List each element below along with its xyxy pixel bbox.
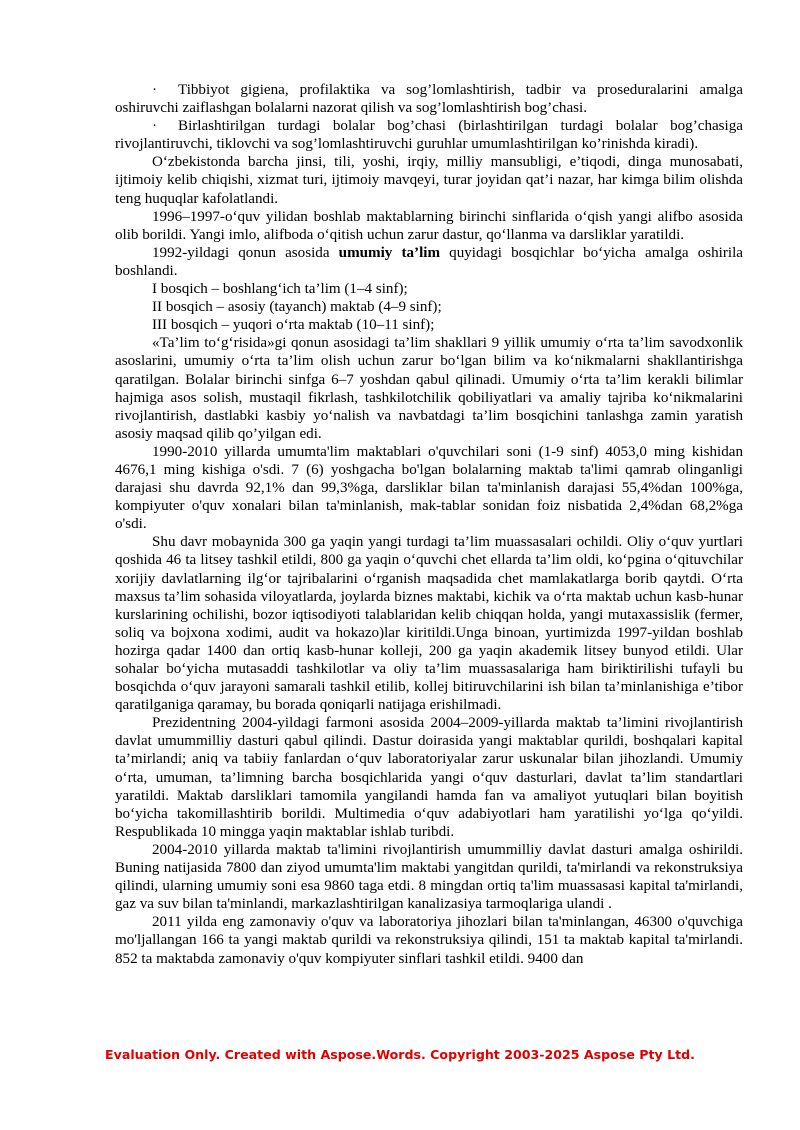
paragraph-new-institutions: Shu davr mobaynida 300 ga yaqin yangi turdagi ta’lim muassasalari ochildi. Oliy o‘quv yurtlari qoshida 46 ta litsey tashkil etildi, 800 ga yaqin o‘quvchi chet ellarda ta’lim oldi, ko‘pgina o‘qituvchilar xorijiy davlatlarning ilg‘or tajribalarini o‘rganish maqsadida chet mamlakatlarga borib qaytdi. O‘rta maxsus ta’lim sohasida viloyatlarda, joylarda biznes maktabi, kichik va o‘rta maktab uchun kasb-hunar kurslarining ochilishi, bozor iqtisodiyoti talablaridan kelib chiqqan holda, yangi mutaxassislik (fermer, soliq va bojxona xodimi, audit va hokazo)lar kiritildi.Unga binoan, yurtimizda 1997-yildan boshlab hozirga qadar 1400 dan ortiq kasb-hunar kolleji, 200 ga yaqin akademik litsey bunyod etildi. Ular sohalar bo‘yicha mutasaddi tashkilotlar va oliy ta’lim muassasalariga ham biriktirilishi tufayli bu bosqichda o‘quv jarayoni samarali tashkil etilib, kollej bitiruvchilarini ish bilan ta’minlanishiga e’tibor qaratilganiga qaramay, bu borada qoniqarli natijaga erishilmadi. (115, 534, 743, 714)
paragraph-text-end: quyidagi bosqichlar bo‘yicha amalga oshirila boshlandi. (115, 244, 743, 279)
paragraph-presidential-decree: Prezidentning 2004-yildagi farmoni asosida 2004–2009-yillarda maktab ta’limini rivojlantirish davlat umummilliy dasturi qabul qilindi. Dastur doirasida yangi maktablar qurildi, boshqalari kapital ta’mirlandi; aniq va tabiiy fanlardan o‘quv laboratoriyalar zarur uskunalar bilan jihozlandi. Umumiy o‘rta, umuman, ta’limning barcha bosqichlarida yangi o‘quv dasturlari, davlat ta’lim standartlari yaratildi. Maktab darsliklari tamomila yangilandi hamda fan va amaliyot yutuqlari bilan boyitish bo‘yicha takomillashtirib borildi. Multimedia o‘quv adabiyotlari ham yaratilishi yo‘lga qo‘yildi. Respublikada 10 mingga yaqin maktablar ishlab turibdi. (115, 715, 743, 840)
paragraph-education-law: «Ta’lim to‘g‘risida»gi qonun asosidagi ta’lim shakllari 9 yillik umumiy o‘rta ta’lim savodxonlik asoslarini, umumiy o‘rta ta’lim olish uchun zarur bo‘lgan bilim va ko‘nikmalarni shakllantirishga qaratilgan. Bolalar birinchi sinfga 6–7 yoshdan qabul qilinadi. Umumiy o‘rta ta’lim kerakli bilimlar hajmiga asos solish, mustaqil fikrlash, tashkilotchilik qobiliyatlari va amaliy tajriba ko‘nikmalarini rivojlantirish, dastlabki kasbiy yo‘nalish va navbatdagi ta’lim bosqichini tanlashga zamin yaratish asosiy maqsad qilib qo’yilgan edi. (115, 335, 743, 442)
paragraph-text: Tibbiyot gigiena, profilaktika va sog’lomlashtirish, tadbir va proseduralarini amalga oshiruvchi zaiflashgan bolalarni nazorat qilish va sog’lomlashtirish bog’chasi. (115, 82, 743, 117)
stage-item-3: III bosqich – yuqori o‘rta maktab (10–11 sinf); (152, 317, 435, 334)
paragraph-new-alphabet: 1996–1997-o‘quv yilidan boshlab maktablarning birinchi sinflarida o‘qish yangi alifbo asosida olib borildi. Yangi imlo, alifboda o‘qitish uchun zarur dastur, qo‘llanma va darsliklar yaratildi. (115, 208, 743, 243)
stage-item-1: I bosqich – boshlang‘ich ta’lim (1–4 sinf); (152, 281, 408, 298)
paragraph-bullet-1 (115, 81, 743, 117)
bullet-marker: · (152, 82, 158, 98)
paragraph-bullet-2 (115, 117, 743, 153)
bold-term: umumiy ta’lim (338, 244, 441, 261)
paragraph-2011: 2011 yilda eng zamonaviy o'quv va laboratoriya jihozlari bilan ta'minlangan, 46300 o'quvchiga mo'ljallangan 166 ta yangi maktab qurildi va rekonstruksiya qilindi, 151 ta maktab kapital ta'mirlandi. 852 ta maktabda zamonaviy o'quv kompiyuter sinflari tashkil etildi. 9400 dan (115, 914, 743, 967)
bullet-marker: · (152, 118, 158, 135)
paragraph-text-start: 1992-yildagi qonun asosida (152, 244, 339, 261)
paragraph-statistics-1990-2010: 1990-2010 yillarda umumta'lim maktablari o'quvchilari soni (1-9 sinf) 4053,0 ming kishidan 4676,1 ming kishiga o'sdi. 7 (6) yoshgacha bo'lgan bolalarning maktab ta'limi qamrab olinganligi darajasi shu davrda 92,1% dan 99,3%ga, darsliklar bilan ta'minlanish darajasi 55,4%dan 100%ga, kompiyuter o'quv xonalari bilan ta'minlanish, mak-tablar sonidan foiz nisbatida 2,4%dan 68,2%ga o'sdi. (115, 443, 743, 533)
document-body (115, 81, 743, 968)
paragraph-equal-rights: O‘zbekistonda barcha jinsi, tili, yoshi, irqiy, milliy mansubligi, e’tiqodi, dinga munosabati, ijtimoiy kelib chiqishi, xizmat turi, ijtimoiy mavqeyi, turar joyidan qat’i nazar, har kimga bilim olishda teng huquqlar kafolatlandi. (115, 154, 743, 207)
paragraph-program-2004-2010: 2004-2010 yillarda maktab ta'limini rivojlantirish umummilliy davlat dasturi amalga oshirildi. Buning natijasida 7800 dan ziyod umumta'lim maktabi yangitdan qurildi, ta'mirlandi va rekonstruksiya qilindi, ularning umumiy soni esa 9860 taga etdi. 8 mingdan ortiq ta'lim muassasasi kapital ta'mirlandi, gaz va suv bilan ta'minlandi, markazlashtirilgan kanalizasiya tarmoqlariga ulandi . (115, 841, 743, 913)
stage-item-2: II bosqich – asosiy (tayanch) maktab (4–9 sinf); (152, 299, 442, 316)
paragraph-text: Birlashtirilgan turdagi bolalar bog’chasi (birlashtirilgan turdagi bolalar bog’chasiga rivojlantiruvchi, tiklovchi va sog’lomlashtiruvchi guruhlar umumlashtirilgan ko’rinishda kiradi). (115, 118, 743, 153)
paragraph-general-education (115, 244, 743, 280)
evaluation-watermark: Evaluation Only. Created with Aspose.Words. Copyright 2003-2025 Aspose Pty Ltd. (105, 1047, 695, 1062)
